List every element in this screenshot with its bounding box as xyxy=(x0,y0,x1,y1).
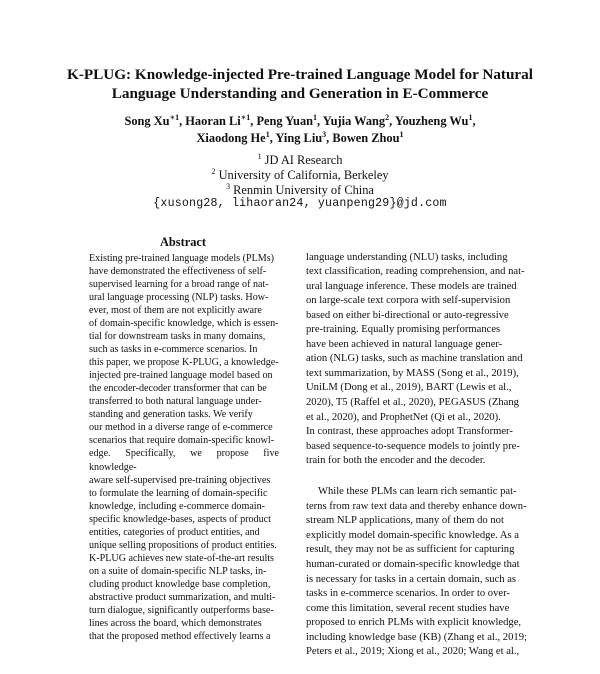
author-affiliation-mark: 1 xyxy=(313,112,318,122)
affiliation xyxy=(40,183,560,198)
abstract-heading: Abstract xyxy=(159,235,207,249)
author-email[interactable]: {xusong28, lihaoran24, yuanpeng29}@jd.com xyxy=(153,197,447,211)
affiliation-mark: 2 xyxy=(211,166,216,176)
body-paragraph: language understanding (NLU) tasks, including text classification, reading comprehension, and nat- ural language inference. These models are trained on large-scale text corpora with self-supervision based on either bi-directional or auto-regressive pre-training. Equally promising performances have been achieved in natural language gener- ation (NLG) tasks, such as machine translation and text summarization, by MASS (Song et al., 2019), UniLM (Dong et al., 2019), BART (Lewis et al., 2020), T5 (Raffel et al., 2020), PEGASUS (Zhang et al., 2020), and ProphetNet (Qi et al., 2020). In contrast, these approaches adopt Transformer- based sequence-to-sequence models to jointly pre- train for both the encoder and the decoder. xyxy=(306,251,525,467)
author-affiliation-mark: 1 xyxy=(399,129,404,139)
affiliation-name: JD AI Research xyxy=(264,153,343,167)
author-name: Haoran Li xyxy=(185,114,241,128)
abstract-text: Existing pre-trained language models (PLMs) have demonstrated the effectiveness of self- supervised learning for a broad range of nat- ural language processing (NLP) tasks. How- ever, most of them are not explicitly aware of domain-specific knowledge, which is essen- tial for downstream tasks in many domains, such as tasks in e-commerce scenarios. In this paper, we propose K-PLUG, a knowledge- injected pre-trained language model based on the encoder-decoder transformer that can be transferred to both natural language under- standing and generation tasks. We verify our method in a diverse range of e-commerce scenarios that require domain-specific knowl- edge. Specifically, we propose five knowledge- aware self-supervised pre-training objectives to formulate the learning of domain-specific knowledge, including e-commerce domain- specific knowledge-bases, aspects of product entities, categories of product entities, and unique selling propositions of product entities. K-PLUG achieves new state-of-the-art results on a suite of domain-specific NLP tasks, in- cluding product knowledge base completion, abstractive product summarization, and multi- turn dialogue, significantly outperforms base- lines across the board, which demonstrates that the proposed method effectively learns a xyxy=(89,253,279,642)
author-affiliation-mark: 1 xyxy=(468,112,473,122)
body-paragraph: While these PLMs can learn rich semantic pat- terns from raw text data and thereby enhance down- stream NLP applications, many of them do not explicitly model domain-specific knowledge. As a result, they may not be as sufficient for capturing human-curated or domain-specific knowledge that is necessary for tasks in a certain domain, such as tasks in e-commerce scenarios. In order to over- come this limitation, several recent studies have proposed to enrich PLMs with explicit knowledge, including knowledge base (KB) (Zhang et al., 2019; Peters et al., 2019; Xiong et al., 2020; Wang et al., xyxy=(306,486,527,658)
affiliation-mark: 3 xyxy=(226,181,231,191)
author-line-1: Song $Xu^{∗1}$, Haoran $Li^{∗1}$, Peng Yuan$^1$, Yujia Wang$^2$, Youzheng Wu$^1$, xyxy=(124,112,476,128)
author-affiliation-mark: ∗1 xyxy=(240,112,251,122)
author-line-2: Xiaodong He$^1$, Ying Liu$^3$, Bowen Zhou$^1$ xyxy=(196,129,404,145)
affiliation xyxy=(40,153,560,168)
author-affiliation-mark: 1 xyxy=(265,129,270,139)
paper-title xyxy=(40,65,560,103)
author-name: Song Xu xyxy=(124,114,170,128)
author-name: Youzheng Wu xyxy=(394,114,469,128)
title-line-1: K-PLUG: Knowledge-injected Pre-trained Language Model for Natural xyxy=(67,66,533,83)
author-affiliation-mark: 2 xyxy=(385,112,390,122)
author-name: Ying Liu xyxy=(275,131,323,145)
affiliation xyxy=(40,168,560,183)
author-affiliation-mark: ∗1 xyxy=(169,112,180,122)
author-name: Xiaodong He xyxy=(196,131,266,145)
title-line-2: Language Understanding and Generation in E-Commerce xyxy=(111,85,489,102)
author-name: Bowen Zhou xyxy=(332,131,400,145)
affiliation-name: Renmin University of China xyxy=(233,182,374,197)
introduction-column xyxy=(306,236,530,674)
affiliation-name: University of California, Berkeley xyxy=(218,167,389,182)
affiliation-block xyxy=(40,153,560,212)
affiliation-mark: 1 xyxy=(257,151,262,161)
author-name: Peng Yuan xyxy=(256,114,314,128)
author-name: Yujia Wang xyxy=(322,114,386,128)
author-affiliation-mark: 3 xyxy=(322,129,327,139)
author-list xyxy=(40,113,560,147)
